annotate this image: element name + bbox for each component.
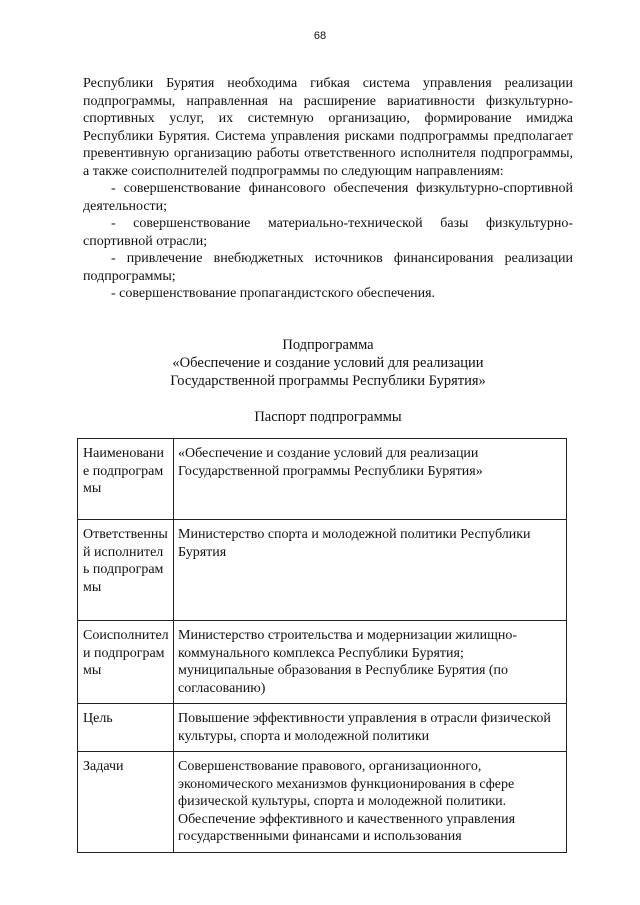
row-value: Совершенствование правового, организационного, экономического механизмов функционирования в сфере физической культуры, спорта и молодежной политики. Обеспечение эффективного и качественного управления государственными финансами и использования xyxy=(174,752,567,853)
row-label: Соисполнители подпрограммы xyxy=(78,621,174,704)
subprogram-titles xyxy=(83,336,573,426)
list-item: - совершенствование пропагандистского обеспечения. xyxy=(111,286,436,301)
list-item: - совершенствование финансового обеспечения физкультурно-спортивной деятельности; xyxy=(83,181,573,214)
passport-title: Паспорт подпрограммы xyxy=(254,409,402,425)
subprogram-name-line-2: Государственной программы Республики Бурятия» xyxy=(170,373,486,389)
page-number: 68 xyxy=(313,30,327,42)
row-value: «Обеспечение и создание условий для реализации Государственной программы Республики Бурятия» xyxy=(174,439,567,520)
intro-paragraph: Республики Бурятия необходима гибкая система управления реализации подпрограммы, направленная на расширение вариативности физкультурно-спортивных услуг, их системную организацию, формирование имиджа Республики Бурятия. Система управления рисками подпрограммы предполагает превентивную организацию работы ответственного исполнителя подпрограммы, а также соисполнителей подпрограммы по следующим направлениям: xyxy=(83,76,573,179)
row-label: Наименование подпрограммы xyxy=(78,439,174,520)
subprogram-heading: Подпрограмма xyxy=(282,337,374,353)
subprogram-name-line-1: «Обеспечение и создание условий для реализации xyxy=(172,355,484,371)
row-value: Повышение эффективности управления в отрасли физической культуры, спорта и молодежной политики xyxy=(174,704,567,752)
passport-table xyxy=(77,438,567,853)
table-row xyxy=(78,621,567,704)
row-label: Цель xyxy=(78,704,174,752)
table-row xyxy=(78,439,567,520)
row-value: Министерство спорта и молодежной политики Республики Бурятия xyxy=(174,520,567,621)
table-row xyxy=(78,752,567,853)
body-text xyxy=(83,75,573,303)
row-label: Задачи xyxy=(78,752,174,853)
table-row xyxy=(78,704,567,752)
list-item: - привлечение внебюджетных источников финансирования реализации подпрограммы; xyxy=(83,251,573,284)
table-row xyxy=(78,520,567,621)
row-label: Ответственный исполнитель подпрограммы xyxy=(78,520,174,621)
row-value: Министерство строительства и модернизации жилищно-коммунального комплекса Республики Бурятия; муниципальные образования в Республике Бурятия (по согласованию) xyxy=(174,621,567,704)
list-item: - совершенствование материально-технической базы физкультурно-спортивной отрасли; xyxy=(83,216,573,249)
